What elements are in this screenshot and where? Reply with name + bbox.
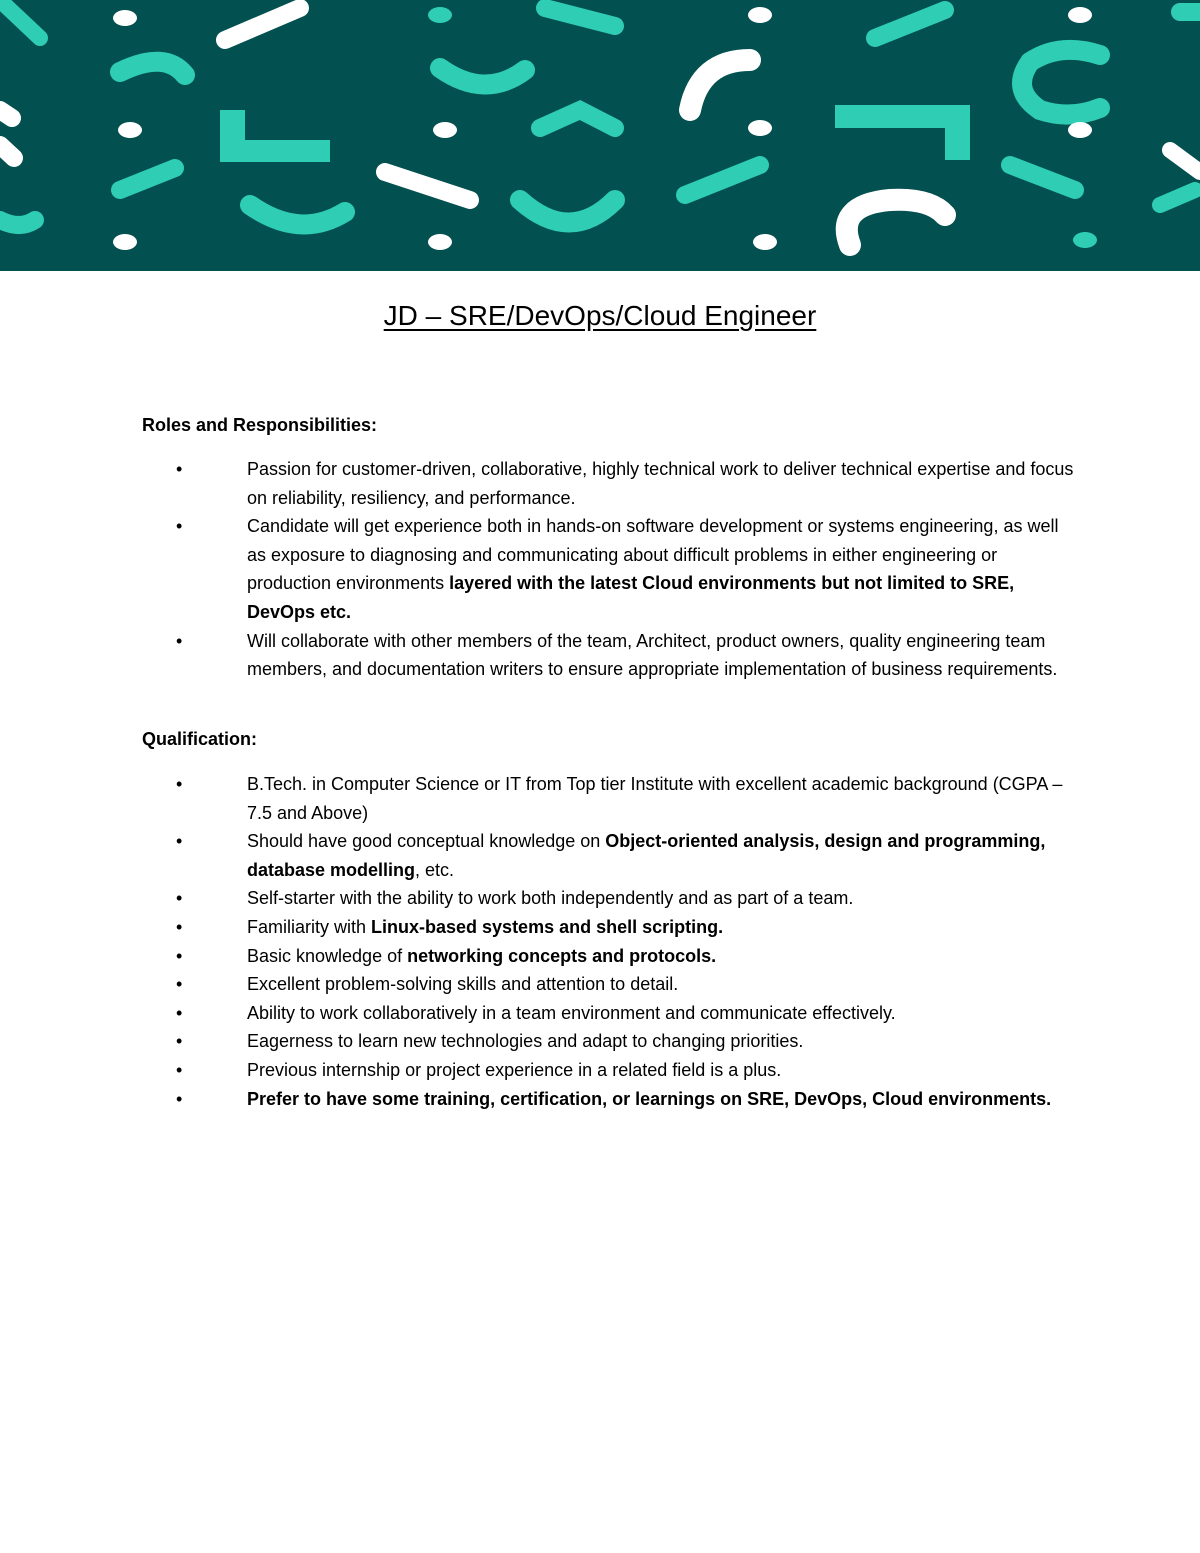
bullet-icon: • — [176, 916, 183, 937]
header-banner — [0, 0, 1200, 271]
list-item-text: Basic knowledge of — [247, 945, 408, 966]
list-item-text: Passion for customer-driven, collaborative, highly technical work to deliver technical expertise and focus on reliability, resiliency, and performance. — [247, 459, 1074, 508]
list-item — [142, 942, 1082, 971]
list-item-text: Will collaborate with other members of the team, Architect, product owners, quality engineering team members, and documentation writers to ensure appropriate implementation of business requirements. — [247, 630, 1058, 680]
list-item-bold: Linux-based systems and shell scripting. — [371, 916, 724, 937]
banner-pattern — [0, 0, 1200, 271]
bullet-icon: • — [176, 1088, 183, 1109]
bullet-icon: • — [176, 974, 183, 995]
list-item-text: Eagerness to learn new technologies and adapt to changing priorities. — [247, 1031, 804, 1052]
list-item-bold: layered with the latest Cloud environments but not limited to SRE, DevOps etc. — [247, 573, 1015, 622]
list-item-bold: networking concepts and protocols. — [407, 945, 717, 966]
bullet-icon: • — [176, 774, 183, 794]
page-title: JD – SRE/DevOps/Cloud Engineer — [383, 300, 817, 331]
bullet-icon: • — [176, 1002, 183, 1023]
list-item-text: B.Tech. in Computer Science or IT from Top tier Institute with excellent academic background (CGPA – 7.5 and Above) — [247, 774, 1063, 823]
list-item — [142, 884, 1082, 913]
list-item-text: Familiarity with — [247, 916, 372, 937]
list-item — [142, 1056, 1082, 1085]
list-item-bold: Object-oriented analysis, design and programming, database modelling — [247, 831, 1046, 880]
roles-list — [142, 455, 1082, 684]
bullet-icon: • — [176, 516, 183, 537]
list-item — [142, 1027, 1082, 1056]
list-item — [142, 455, 1082, 512]
list-item — [142, 827, 1082, 884]
bullet-icon: • — [176, 831, 183, 852]
list-item-text: Excellent problem-solving skills and attention to detail. — [247, 974, 679, 995]
bullet-icon: • — [176, 945, 183, 966]
bullet-icon: • — [176, 1059, 183, 1080]
list-item — [142, 1085, 1082, 1114]
list-item-text: Self-starter with the ability to work both independently and as part of a team. — [247, 888, 854, 909]
bullet-icon: • — [176, 630, 183, 651]
roles-heading: Roles and Responsibilities: — [142, 415, 378, 435]
list-item — [142, 970, 1082, 999]
list-item-text-end: , etc. — [415, 859, 455, 880]
list-item — [142, 999, 1082, 1028]
list-item-bold: Prefer to have some training, certification, or learnings on SRE, DevOps, Cloud environments. — [247, 1088, 1052, 1109]
list-item-text: Should have good conceptual knowledge on — [247, 831, 606, 852]
bullet-icon: • — [176, 1031, 183, 1052]
list-item — [142, 627, 1082, 684]
list-item — [142, 770, 1082, 827]
list-item-text: Ability to work collaboratively in a team environment and communicate effectively. — [247, 1002, 896, 1023]
list-item — [142, 913, 1082, 942]
bullet-icon: • — [176, 888, 183, 909]
list-item-text: Candidate will get experience both in hands-on software development or systems engineering, as well as exposure to diagnosing and communicating about difficult problems in either engineering or production environments — [247, 516, 1059, 594]
list-item-text: Previous internship or project experience in a related field is a plus. — [247, 1059, 782, 1080]
bullet-icon: • — [176, 459, 183, 479]
list-item — [142, 512, 1082, 626]
qualification-heading: Qualification: — [142, 729, 258, 749]
qualification-list — [142, 770, 1082, 1113]
